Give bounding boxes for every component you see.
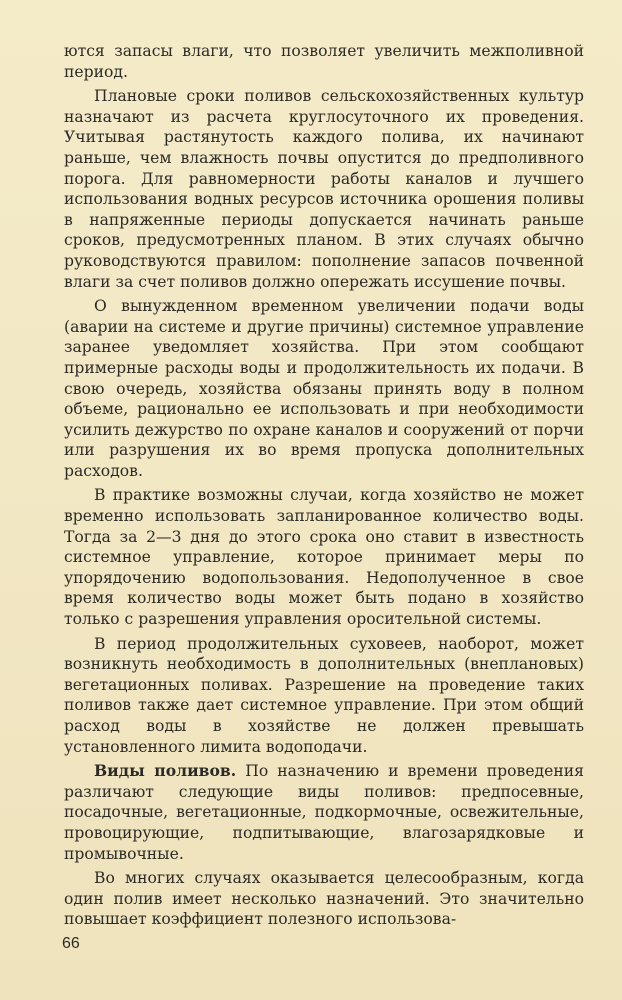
paragraph-unused-water: В практике возможны случаи, когда хозяйство не может временно использовать запланированное количество воды. Тогда за 2—3 дня до этого срока оно ставит в известность системное управление, которое принимает меры по упорядочению водопользования. Недополученное в свое время количество воды может быть подано в хозяйство только с разрешения управления оросительной системы. [64, 486, 584, 629]
paragraph-forced-supply-increase: О вынужденном временном увеличении подачи воды (аварии на системе и другие причины) системное управление заранее уведомляет хозяйства. При этом сообщают примерные расходы воды и продолжительность их подачи. В свою очередь, хозяйства обязаны принять воду в полном объеме, рационально ее использовать и при необходимости усилить дежурство по охране каналов и сооружений от порчи или разрушения их во время пропуска дополнительных расходов. [64, 297, 584, 480]
paragraph-multi-purpose: Во многих случаях оказывается целесообразным, когда один полив имеет несколько назначений. Это значительно повышает коэффициент полезного использова- [64, 869, 584, 929]
paragraph-irrigation-types [64, 761, 584, 864]
page-number: 66 [62, 935, 80, 952]
body-text [64, 41, 584, 930]
section-heading: Виды поливов. [94, 761, 237, 781]
section-heading-text: По назначению и времени проведения различают следующие виды поливов: предпосевные, посадочные, вегетационные, подкормочные, освежительные, провоцирующие, подпитывающие, влагозарядковые и промывочные. [64, 762, 585, 863]
paragraph-continuation: ются запасы влаги, что позволяет увеличить межполивной период. [64, 42, 584, 81]
paragraph-dry-winds: В период продолжительных суховеев, наоборот, может возникнуть необходимость в дополнительных (внеплановых) вегетационных поливах. Разрешение на проведение таких поливов также дает системное управление. При этом общий расход воды в хозяйстве не должен превышать установленного лимита водоподачи. [64, 634, 584, 756]
paragraph-planned-irrigation-dates: Плановые сроки поливов сельскохозяйственных культур назначают из расчета круглосуточного их проведения. Учитывая растянутость каждого полива, их начинают раньше, чем влажность почвы опустится до предполивного порога. Для равномерности работы каналов и лучшего использования водных ресурсов источника орошения поливы в напряженные периоды допускается начинать раньше сроков, предусмотренных планом. В этих случаях обычно руководствуются правилом: пополнение запасов почвенной влаги за счет поливов должно опережать иссушение почвы. [64, 87, 584, 291]
